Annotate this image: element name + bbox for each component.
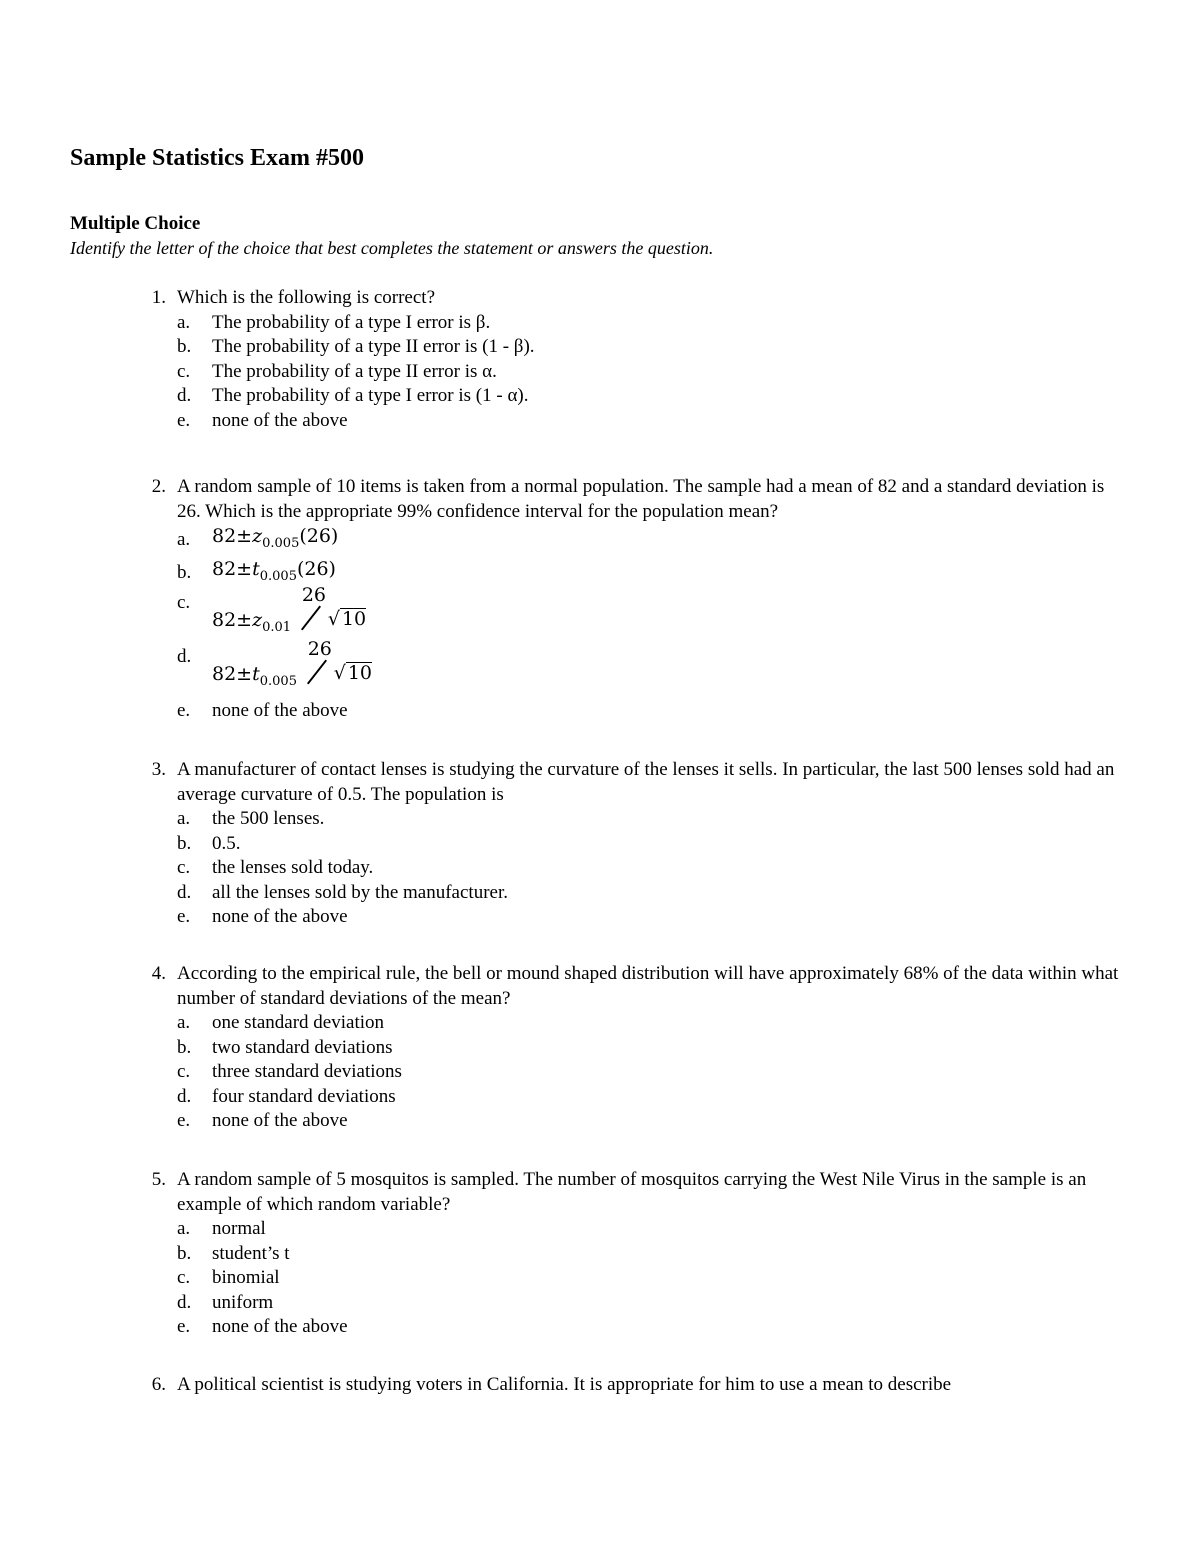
choice-a bbox=[177, 1011, 1120, 1036]
formula bbox=[212, 524, 338, 557]
choice-letter: e. bbox=[177, 1110, 191, 1131]
formula-variable: t bbox=[252, 662, 260, 685]
choice-a bbox=[177, 1217, 1120, 1242]
choice-letter: d. bbox=[177, 385, 192, 406]
formula bbox=[212, 662, 297, 695]
choice-text: none of the above bbox=[212, 409, 348, 431]
formula-base: 82± bbox=[212, 525, 253, 547]
choice-e bbox=[177, 1315, 1120, 1340]
formula-subscript: 0.005 bbox=[259, 673, 297, 689]
choice-letter: a. bbox=[177, 529, 191, 550]
choice-text: none of the above bbox=[212, 699, 348, 721]
question-text: Which is the following is correct? bbox=[177, 287, 436, 308]
question-text: A manufacturer of contact lenses is studying the curvature of the lenses it sells. In particular, the last 500 lenses sold had an average curvature of 0.5. The population is bbox=[177, 759, 1115, 805]
choice-letter: a. bbox=[177, 1012, 191, 1033]
question-text: A random sample of 5 mosquitos is sampled. The number of mosquitos carrying the West Nile Virus in the sample is an example of which random variable? bbox=[177, 1169, 1087, 1215]
choice-text: student’s t bbox=[212, 1242, 290, 1264]
choice-text: none of the above bbox=[212, 1316, 348, 1337]
choice-list bbox=[177, 1217, 1120, 1340]
choice-letter: c. bbox=[177, 1267, 191, 1288]
choice-list bbox=[177, 807, 1120, 930]
choice-d bbox=[177, 637, 1120, 699]
choice-letter: d. bbox=[177, 881, 192, 903]
choice-letter: b. bbox=[177, 561, 192, 583]
choice-letter: c. bbox=[177, 1061, 191, 1082]
choice-e bbox=[177, 699, 1120, 724]
choice-text: four standard deviations bbox=[212, 1085, 396, 1107]
choice-text: normal bbox=[212, 1218, 266, 1239]
choice-c bbox=[177, 360, 1120, 385]
formula-subscript: 0.01 bbox=[262, 619, 292, 635]
choice-e bbox=[177, 409, 1120, 434]
choice-letter: d. bbox=[177, 1085, 192, 1107]
fraction-numerator: 26 bbox=[301, 583, 327, 606]
choice-b bbox=[177, 335, 1120, 360]
formula-base: 82± bbox=[212, 662, 253, 685]
choice-text: The probability of a type II error is (1 - β). bbox=[212, 336, 535, 357]
choice-letter: c. bbox=[177, 360, 191, 382]
choice-c bbox=[177, 1060, 1120, 1085]
choice-letter: e. bbox=[177, 409, 191, 431]
choice-letter: b. bbox=[177, 1242, 192, 1264]
question-6 bbox=[140, 1373, 1120, 1398]
choice-text: one standard deviation bbox=[212, 1012, 385, 1033]
choice-letter: c. bbox=[177, 857, 191, 878]
choice-list bbox=[177, 1011, 1120, 1134]
formula-subscript: 0.005 bbox=[262, 536, 300, 551]
choice-text: binomial bbox=[212, 1267, 280, 1288]
formula-variable: z bbox=[252, 525, 263, 547]
choice-letter: b. bbox=[177, 832, 192, 854]
formula-base: 82± bbox=[212, 557, 253, 580]
formula-variable: z bbox=[252, 608, 263, 631]
choice-text: The probability of a type II error is α. bbox=[212, 360, 497, 382]
choice-letter: d. bbox=[177, 645, 192, 667]
formula-subscript: 0.005 bbox=[259, 568, 297, 584]
question-text: A random sample of 10 items is taken from a normal population. The sample had a mean of 82 and a standard deviation is 26. Which is the appropriate 99% confidence interval for the population mean? bbox=[177, 476, 1105, 522]
choice-letter: e. bbox=[177, 906, 191, 927]
choice-text: two standard deviations bbox=[212, 1036, 393, 1058]
choice-c bbox=[177, 1266, 1120, 1291]
question-number: 3. bbox=[151, 759, 166, 780]
exam-title: Sample Statistics Exam #500 bbox=[70, 145, 364, 171]
choice-text: uniform bbox=[212, 1291, 274, 1313]
fraction-denominator: √ 10 bbox=[333, 661, 373, 684]
question-text: A political scientist is studying voters in California. It is appropriate for him to use a mean to describe bbox=[177, 1374, 952, 1395]
choice-text: 0.5. bbox=[212, 832, 241, 854]
choice-a bbox=[177, 807, 1120, 832]
choice-text: The probability of a type I error is β. bbox=[212, 311, 491, 333]
choice-letter: a. bbox=[177, 1218, 191, 1239]
choice-e bbox=[177, 1109, 1120, 1134]
choice-text: The probability of a type I error is (1 - α). bbox=[212, 385, 529, 406]
radicand: 10 bbox=[341, 607, 367, 630]
formula-rest: (26) bbox=[296, 557, 336, 580]
formula bbox=[212, 608, 291, 641]
choice-b bbox=[177, 832, 1120, 857]
choice-text: none of the above bbox=[212, 906, 348, 927]
choice-d bbox=[177, 1085, 1120, 1110]
choice-a bbox=[177, 524, 1120, 557]
formula-variable: t bbox=[252, 557, 260, 580]
question-2 bbox=[140, 475, 1120, 723]
choice-d bbox=[177, 1291, 1120, 1316]
choice-letter: e. bbox=[177, 699, 191, 721]
choice-b bbox=[177, 1242, 1120, 1267]
choice-text: none of the above bbox=[212, 1110, 348, 1131]
choice-letter: e. bbox=[177, 1316, 191, 1337]
choice-letter: b. bbox=[177, 1036, 192, 1058]
radicand: 10 bbox=[347, 661, 373, 684]
fraction-slash bbox=[301, 605, 321, 630]
choice-d bbox=[177, 384, 1120, 409]
choice-list bbox=[177, 311, 1120, 434]
choice-letter: d. bbox=[177, 1291, 192, 1313]
question-5 bbox=[140, 1168, 1120, 1340]
choice-text: the lenses sold today. bbox=[212, 857, 374, 878]
choice-text: three standard deviations bbox=[212, 1061, 402, 1082]
fraction bbox=[302, 639, 392, 689]
question-4 bbox=[140, 962, 1120, 1134]
section-title: Multiple Choice bbox=[70, 213, 201, 234]
choice-text: all the lenses sold by the manufacturer. bbox=[212, 881, 508, 903]
question-number: 1. bbox=[151, 287, 166, 308]
question-3 bbox=[140, 758, 1120, 930]
instructions: Identify the letter of the choice that best completes the statement or answers the question. bbox=[70, 238, 714, 258]
question-text: According to the empirical rule, the bell or mound shaped distribution will have approximately 68% of the data within what number of standard deviations of the mean? bbox=[177, 963, 1119, 1009]
choice-list bbox=[177, 524, 1120, 723]
choice-b bbox=[177, 1036, 1120, 1061]
formula-base: 82± bbox=[212, 608, 253, 631]
fraction-slash bbox=[307, 659, 327, 684]
question-number: 6. bbox=[151, 1374, 166, 1395]
choice-letter: b. bbox=[177, 336, 192, 357]
formula-rest: (26) bbox=[299, 525, 339, 547]
choice-letter: c. bbox=[177, 591, 191, 613]
fraction-numerator: 26 bbox=[307, 637, 332, 660]
question-1 bbox=[140, 286, 1120, 433]
choice-c bbox=[177, 856, 1120, 881]
choice-d bbox=[177, 881, 1120, 906]
fraction bbox=[296, 585, 386, 635]
question-number: 5. bbox=[151, 1169, 166, 1190]
choice-text: the 500 lenses. bbox=[212, 808, 325, 829]
question-number: 4. bbox=[151, 963, 166, 984]
choice-a bbox=[177, 311, 1120, 336]
choice-e bbox=[177, 905, 1120, 930]
choice-letter: a. bbox=[177, 311, 191, 333]
choice-letter: a. bbox=[177, 808, 191, 829]
question-number: 2. bbox=[151, 476, 166, 497]
fraction-denominator: √ 10 bbox=[327, 607, 367, 630]
